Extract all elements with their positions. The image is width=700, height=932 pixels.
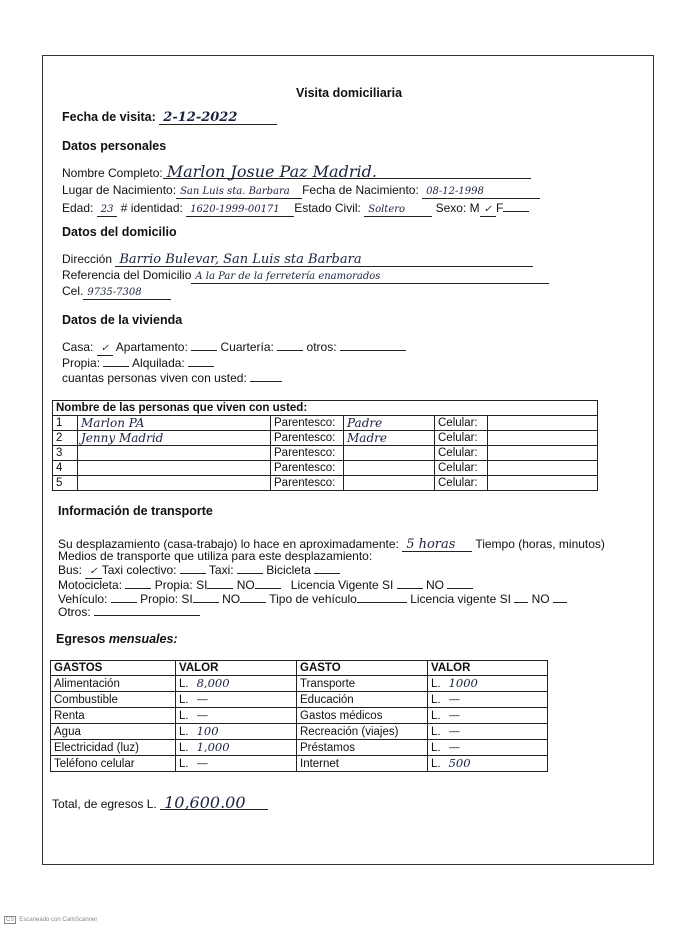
age-id-row: Edad: 23 # identidad: 1620-1999-00171 Estado Civil: Soltero Sexo: M ✓ F bbox=[62, 201, 529, 217]
visit-date: Fecha de visita: 2-12-2022 bbox=[62, 110, 277, 125]
table-row: Renta L. — Gastos médicos L. — bbox=[51, 708, 548, 724]
vehicle-row: Vehículo: Propio: SI NO Tipo de vehículo Licencia vigente SI NO bbox=[58, 592, 567, 606]
table-row: 5 Parentesco: Celular: bbox=[53, 476, 598, 491]
ownership-row: Propia: Alquilada: bbox=[62, 356, 214, 370]
address-reference: Referencia del Domicilio A la Par de la ferretería enamorados bbox=[62, 268, 549, 284]
table-row: Teléfono celular L. — Internet L. 500 bbox=[51, 756, 548, 772]
other-transport: Otros: bbox=[58, 605, 200, 619]
people-count: cuantas personas viven con usted: bbox=[62, 371, 282, 385]
table-row: 4 Parentesco: Celular: bbox=[53, 461, 598, 476]
table-row: 1 Marlon PA Parentesco: Padre Celular: bbox=[53, 416, 598, 431]
motorcycle-row: Motocicleta: Propia: SI NO Licencia Vigente SI NO bbox=[58, 578, 473, 592]
total-expenses: Total, de egresos L. 10,600.00 bbox=[52, 796, 268, 811]
section-housing: Datos de la vivienda bbox=[62, 313, 183, 327]
household-table: Nombre de las personas que viven con usted: 1 Marlon PA Parentesco: Padre Celular: 2 Jenny Madrid Parentesco: Madre Celular: 3 Parentesco: Celular: 4 Parentesco: Celular: 5 Parentesco: Celular: bbox=[52, 400, 598, 491]
address: Dirección Barrio Bulevar, San Luis sta Barbara bbox=[62, 252, 533, 267]
birthplace-row: Lugar de Nacimiento: San Luis sta. Barbara Fecha de Nacimiento: 08-12-1998 bbox=[62, 183, 540, 199]
table-row: Combustible L. — Educación L. — bbox=[51, 692, 548, 708]
section-personal: Datos personales bbox=[62, 139, 167, 153]
expenses-table: GASTOS VALOR GASTO VALOR Alimentación L. 8,000 Transporte L. 1000 Combustible L. — Educación L. — Renta L. — Gastos médicos L. — Agua L. 100 Recreación (viajes) L. — Electricidad (luz) L. 1,000 Préstamos L. — Teléfono celular L. — Internet L. 500 bbox=[50, 660, 548, 772]
scanner-watermark: CS Escaneado con CamScanner bbox=[6, 917, 98, 923]
table-row: 2 Jenny Madrid Parentesco: Madre Celular: bbox=[53, 431, 598, 446]
table-row: Alimentación L. 8,000 Transporte L. 1000 bbox=[51, 676, 548, 692]
section-expenses: Egresos mensuales: bbox=[56, 632, 178, 646]
transport-means-label: Medios de transporte que utiliza para este desplazamiento: bbox=[58, 549, 373, 563]
housing-type-row: Casa: ✓ Apartamento: Cuartería: otros: bbox=[62, 340, 406, 356]
table-row: Agua L. 100 Recreación (viajes) L. — bbox=[51, 724, 548, 740]
section-transport: Información de transporte bbox=[58, 504, 213, 518]
page-title: Visita domiciliaria bbox=[296, 86, 403, 100]
section-domicile: Datos del domicilio bbox=[62, 225, 177, 239]
commute-time: Su desplazamiento (casa-trabajo) lo hace en aproximadamente: 5 horas Tiempo (horas, minutos) bbox=[58, 537, 605, 552]
full-name: Nombre Completo: Marlon Josue Paz Madrid. bbox=[62, 165, 531, 180]
table-row: Electricidad (luz) L. 1,000 Préstamos L. — bbox=[51, 740, 548, 756]
phone: Cel. 9735-7308 bbox=[62, 284, 171, 300]
bus-row: Bus: ✓ Taxi colectivo: Taxi: Bicicleta bbox=[58, 563, 340, 579]
table-row: 3 Parentesco: Celular: bbox=[53, 446, 598, 461]
